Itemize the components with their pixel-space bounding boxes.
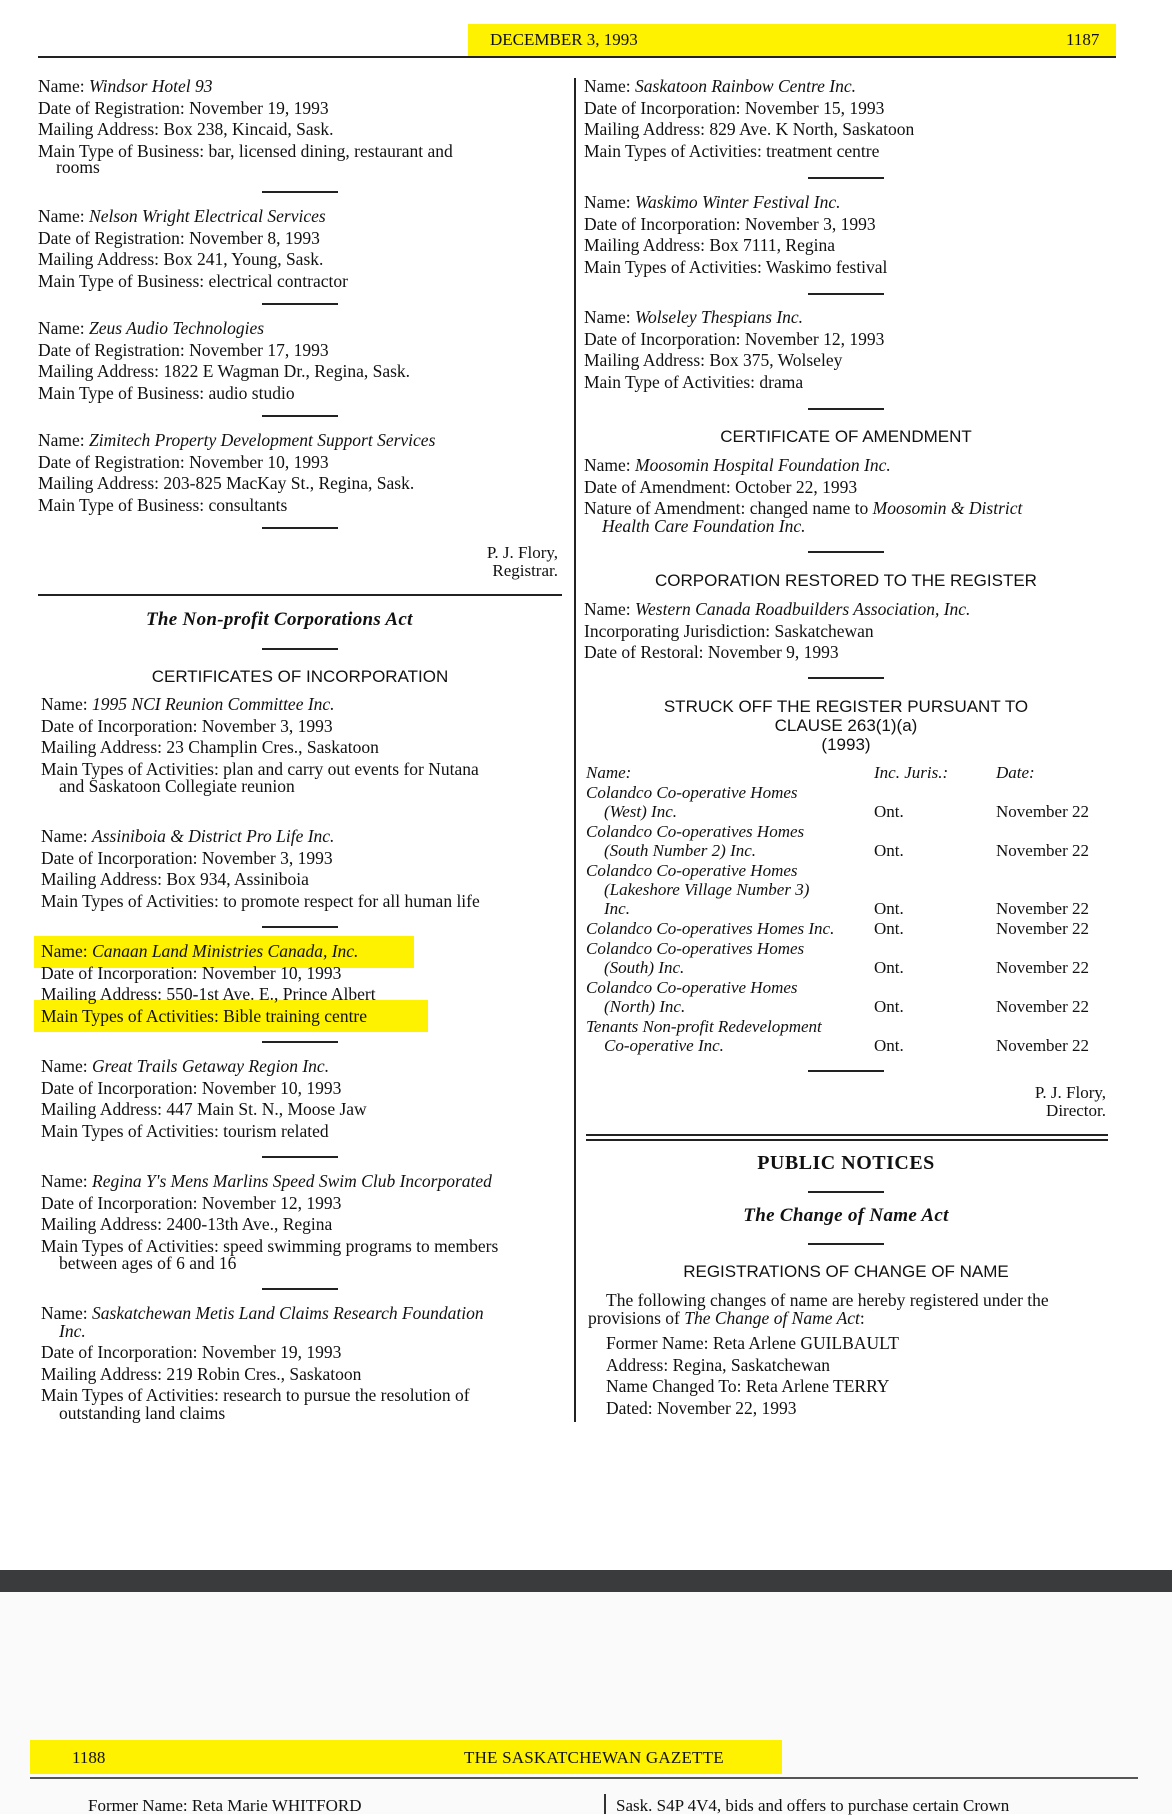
public-notices-heading: PUBLIC NOTICES [757,1152,935,1174]
act-title: The Non-profit Corporations Act [146,609,413,630]
page-gap-bar [0,1570,1172,1592]
signature-director: P. J. Flory, Director. [1034,1083,1106,1120]
separator [808,1243,884,1245]
table-row: Colandco Co-operative Homes (North) Inc. Ont. November 22 [586,978,1090,1016]
registration-entry: Name: Windsor Hotel 93 Date of Registration: November 19, 1993 Mailing Address: Box 238, Kincaid, Sask. Main Type of Business: bar, licensed dining, restaurant and rooms [38,76,453,177]
separator [808,177,884,179]
double-rule-bottom [586,1139,1108,1141]
table-row: Colandco Co-operatives Homes (South Number 2) Inc. Ont. November 22 [586,822,1090,860]
separator [262,1288,338,1290]
amendment-entry: Name: Moosomin Hospital Foundation Inc. Date of Amendment: October 22, 1993 Nature of Amendment: changed name to Moosomin & District Health Care Foundation Inc. [584,455,1023,536]
page2-left-text: Former Name: Reta Marie WHITFORD [88,1796,362,1815]
separator [808,677,884,679]
separator [262,1041,338,1043]
header-page-number: 1187 [1066,30,1100,49]
incorporation-entry: Name: Waskimo Winter Festival Inc. Date of Incorporation: November 3, 1993 Mailing Address: Box 7111, Regina Main Types of Activities: Waskimo festival [584,192,888,277]
double-rule-top [586,1134,1108,1136]
change-of-name-heading: REGISTRATIONS OF CHANGE OF NAME [683,1262,1009,1281]
restored-entry: Name: Western Canada Roadbuilders Association, Inc. Incorporating Jurisdiction: Saskatchewan Date of Restoral: November 9, 1993 [584,599,971,662]
page2-header-rule [30,1777,1138,1779]
separator [808,1070,884,1072]
table-row: Colandco Co-operatives Homes Inc. Ont. November 22 [586,919,1090,938]
separator [808,408,884,410]
amendment-heading: CERTIFICATE OF AMENDMENT [720,427,972,446]
table-row: Tenants Non-profit Redevelopment Co-operative Inc. Ont. November 22 [586,1017,1090,1055]
page2-title: THE SASKATCHEWAN GAZETTE [464,1748,724,1767]
change-of-name-notice: The following changes of name are hereby registered under the provisions of The Change of Name Act: Former Name: Reta Arlene GUILBAULT Address: Regina, Saskatchewan Name Changed To: Reta Arlene TERRY Dated: November 22, 1993 [588,1290,1049,1418]
separator [262,1156,338,1158]
struck-heading: STRUCK OFF THE REGISTER PURSUANT TO CLAUSE 263(1)(a) (1993) [663,697,1029,754]
incorporation-entry: Name: Assiniboia & District Pro Life Inc. Date of Incorporation: November 3, 1993 Mailing Address: Box 934, Assiniboia Main Types of Activities: to promote respect for all human life [41,826,480,911]
column-divider [574,78,576,1422]
header-date: DECEMBER 3, 1993 [490,30,638,49]
page2-page-number: 1188 [72,1748,106,1767]
table-row: Colandco Co-operative Homes (Lakeshore Village Number 3) Inc. Ont. November 22 [586,861,1090,918]
registration-entry: Name: Zeus Audio Technologies Date of Registration: November 17, 1993 Mailing Address: 1822 E Wagman Dr., Regina, Sask. Main Type of Business: audio studio [38,318,411,403]
registration-entry: Name: Zimitech Property Development Support Services Date of Registration: November 10, 1993 Mailing Address: 203-825 MacKay St., Regina, Sask. Main Type of Business: consultants [38,430,436,515]
incorporation-entry: Name: Regina Y's Mens Marlins Speed Swim Club Incorporated Date of Incorporation: November 12, 1993 Mailing Address: 2400-13th Ave., Regina Main Types of Activities: speed swimming programs to members between ages of 6 and 16 [41,1171,499,1273]
page2-right-text: Sask. S4P 4V4, bids and offers to purchase certain Crown [616,1796,1010,1815]
incorporation-entry: Name: Saskatoon Rainbow Centre Inc. Date of Incorporation: November 15, 1993 Mailing Address: 829 Ave. K North, Saskatoon Main Types of Activities: treatment centre [584,76,915,161]
separator [262,926,338,928]
restored-heading: CORPORATION RESTORED TO THE REGISTER [655,571,1037,590]
struck-table [586,763,1116,1055]
separator [262,527,338,529]
gazette-page-1188 [0,1592,1172,1814]
incorporation-entry-highlighted: Name: Canaan Land Ministries Canada, Inc. Date of Incorporation: November 10, 1993 Mailing Address: 550-1st Ave. E., Prince Albert Main Types of Activities: Bible training centre [41,941,376,1026]
incorporation-entry: Name: Great Trails Getaway Region Inc. Date of Incorporation: November 10, 1993 Mailing Address: 447 Main St. N., Moose Jaw Main Types of Activities: tourism related [41,1056,367,1141]
section-heading: CERTIFICATES OF INCORPORATION [151,667,449,686]
change-of-name-act-title: The Change of Name Act [743,1205,949,1226]
signature-registrar: P. J. Flory, Registrar. [486,543,558,580]
separator [808,293,884,295]
page2-column-divider [604,1794,606,1814]
separator [808,551,884,553]
registration-entry: Name: Nelson Wright Electrical Services Date of Registration: November 8, 1993 Mailing Address: Box 241, Young, Sask. Main Type of Business: electrical contractor [38,206,348,291]
separator [262,191,338,193]
separator [262,303,338,305]
table-row: Colandco Co-operative Homes (West) Inc. Ont. November 22 [586,783,1090,821]
header-rule [38,56,1116,58]
incorporation-entry: Name: Wolseley Thespians Inc. Date of Incorporation: November 12, 1993 Mailing Address: Box 375, Wolseley Main Type of Activities: drama [584,307,885,392]
table-row: Colandco Co-operatives Homes (South) Inc. Ont. November 22 [586,939,1090,977]
section-rule [38,594,562,596]
struck-table-header: Name: Inc. Juris.: Date: [586,763,1035,782]
separator [262,648,338,650]
separator [262,415,338,417]
separator [808,1191,884,1193]
incorporation-entry: Name: 1995 NCI Reunion Committee Inc. Date of Incorporation: November 3, 1993 Mailing Address: 23 Champlin Cres., Saskatoon Main Types of Activities: plan and carry out events for Nutana and Saskatoon Collegiate reunion [41,694,479,796]
incorporation-entry: Name: Saskatchewan Metis Land Claims Research Foundation Inc. Date of Incorporation: November 19, 1993 Mailing Address: 219 Robin Cres., Saskatoon Main Types of Activities: research to pursue the resolution of outstanding land claims [41,1303,484,1423]
